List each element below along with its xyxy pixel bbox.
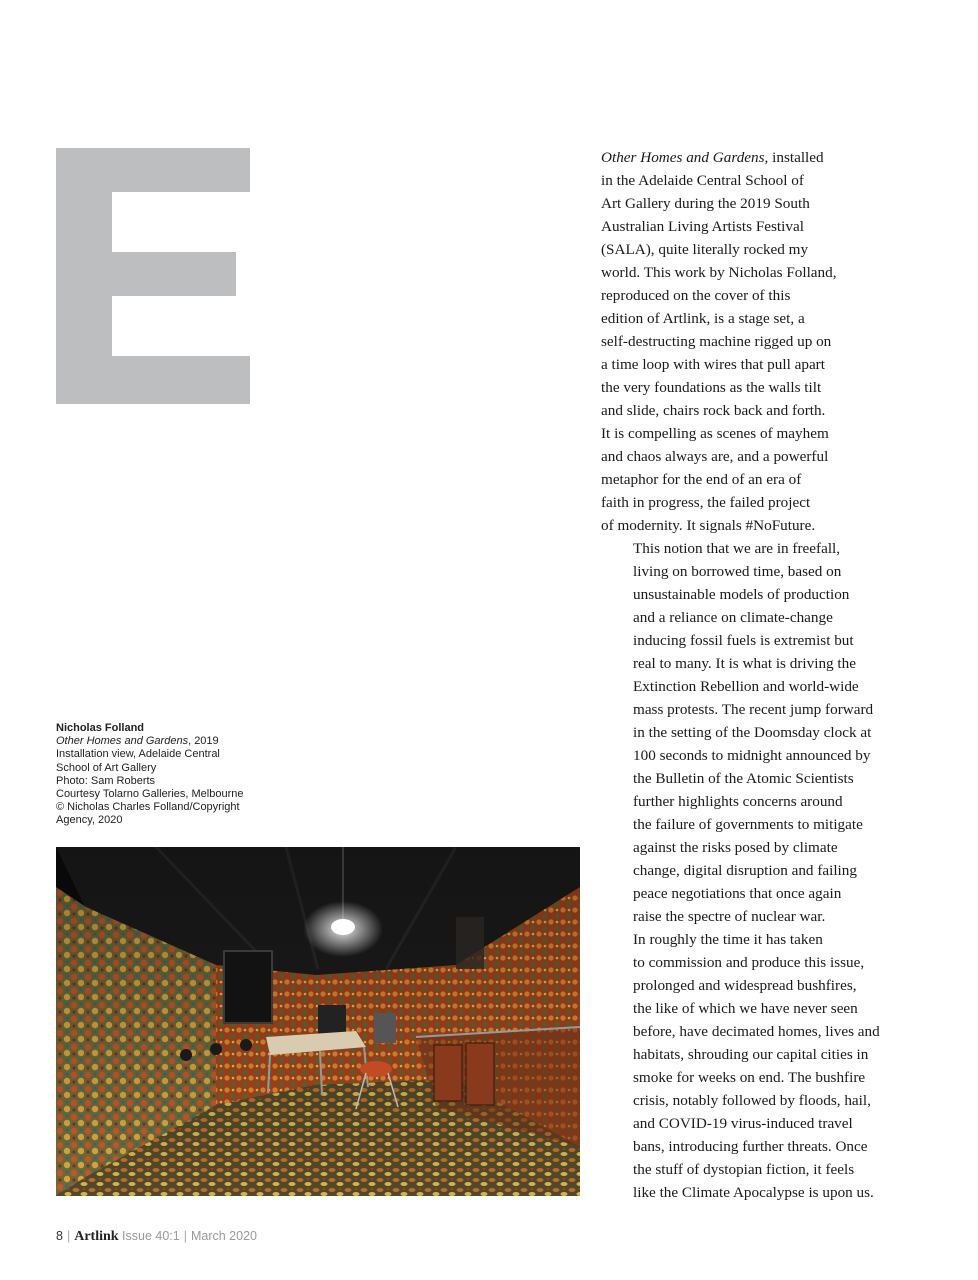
caption-credit-line: School of Art Gallery (56, 761, 157, 774)
article-line (601, 905, 863, 928)
article-line-text: unsustainable models of production (633, 586, 850, 603)
article-line-text: Extinction Rebellion and world-wide (633, 678, 859, 695)
article-line-text: self-destructing machine rigged up on (601, 333, 832, 350)
article-line-text: the very foundations as the walls tilt (601, 379, 822, 396)
caption-artist: Nicholas Folland (56, 722, 145, 734)
article-line-text: and a reliance on climate-change (633, 609, 833, 626)
article-line (601, 652, 863, 675)
caption-credit-line: Installation view, Adelaide Central (56, 748, 220, 761)
article-line (601, 146, 863, 169)
article-line-text: In roughly the time it has taken (633, 931, 823, 948)
article-line-text: before, have decimated homes, lives and (633, 1023, 880, 1040)
article-line-text: a time loop with wires that pull apart (601, 356, 825, 373)
article-line-text: and slide, chairs rock back and forth. (601, 402, 826, 419)
article-line-text: the like of which we have never seen (633, 1000, 858, 1017)
article-line-text: the Bulletin of the Atomic Scientists (633, 770, 854, 787)
article-paragraph (601, 537, 874, 928)
article-line (601, 1066, 866, 1089)
article-line (601, 1089, 871, 1112)
article-line-text: habitats, shrouding our capital cities in (633, 1046, 869, 1063)
article-line (601, 721, 872, 744)
article-line (601, 422, 863, 445)
article-line-text: bans, introducing further threats. Once (633, 1138, 868, 1155)
article-line (601, 284, 863, 307)
dropcap-letter-e (56, 148, 250, 404)
article-line-text: living on borrowed time, based on (633, 563, 842, 580)
photo-caption (56, 722, 296, 828)
caption-year: , 2019 (188, 735, 219, 748)
page-number: 8 (56, 1229, 63, 1243)
caption-credit-line: Courtesy Tolarno Galleries, Melbourne (56, 788, 244, 801)
article-line (601, 606, 863, 629)
article-line (601, 468, 863, 491)
article-line-text: peace negotiations that once again (633, 885, 842, 902)
issue-number: Issue 40:1 (122, 1229, 180, 1243)
article-line-text: mass protests. The recent jump forward (633, 701, 874, 718)
article-line-text: the stuff of dystopian fiction, it feels (633, 1161, 855, 1178)
article-line-text: against the risks posed by climate (633, 839, 838, 856)
article-line-text: reproduced on the cover of this (601, 287, 791, 304)
article-line (601, 836, 863, 859)
article-line-text: This notion that we are in freefall, (633, 540, 841, 557)
article-line-text: like the Climate Apocalypse is upon us. (633, 1184, 874, 1201)
caption-title: Other Homes and Gardens (56, 735, 189, 748)
article-line-text: and COVID-19 virus-induced travel (633, 1115, 853, 1132)
footer-separator: | (66, 1229, 71, 1243)
article-line (601, 307, 863, 330)
article-line (601, 1020, 880, 1043)
article-line-text: It is compelling as scenes of mayhem (601, 425, 829, 442)
article-line (601, 997, 863, 1020)
caption-title-line (56, 735, 296, 748)
artwork-title: Other Homes and Gardens (601, 149, 765, 166)
article-line (601, 445, 863, 468)
footer-separator: | (183, 1229, 187, 1243)
article-line-text: (SALA), quite literally rocked my (601, 241, 809, 258)
article-line-text: the failure of governments to mitigate (633, 816, 863, 833)
article-line (601, 215, 863, 238)
article-line-text: Australian Living Artists Festival (601, 218, 804, 235)
article-line (601, 537, 863, 560)
article-line (601, 1112, 863, 1135)
issue-date: March 2020 (190, 1229, 257, 1243)
article-line (601, 675, 863, 698)
article-line (601, 238, 863, 261)
article-line (601, 514, 863, 537)
article-line-text: in the Adelaide Central School of (601, 172, 804, 189)
article-line-text: in the setting of the Doomsday clock at (633, 724, 872, 741)
article-line-text: 100 seconds to midnight announced by (633, 747, 871, 764)
article-line-text: and chaos always are, and a powerful (601, 448, 829, 465)
article-line (601, 744, 871, 767)
article-line (601, 767, 863, 790)
magazine-name: Artlink (74, 1229, 119, 1244)
article-line (601, 399, 863, 422)
article-line-text: change, digital disruption and failing (633, 862, 857, 879)
article-line-text: Art Gallery during the 2019 South (601, 195, 810, 212)
article-line (601, 629, 863, 652)
installation-photo-art (56, 847, 580, 1196)
article-line-text: to commission and produce this issue, (633, 954, 865, 971)
article-line-text: inducing fossil fuels is extremist but (633, 632, 854, 649)
article-line (601, 1181, 874, 1204)
article-line-text: faith in progress, the failed project (601, 494, 811, 511)
article-line-text: real to many. It is what is driving the (633, 655, 856, 672)
article-line (601, 698, 874, 721)
article-line (601, 376, 863, 399)
article-line-text: edition of Artlink, is a stage set, a (601, 310, 805, 327)
article-line (601, 261, 863, 284)
caption-credit-line: Agency, 2020 (56, 814, 123, 827)
article-line (601, 859, 863, 882)
article-line (601, 1158, 863, 1181)
article-line (601, 1043, 869, 1066)
caption-credit-line: © Nicholas Charles Folland/Copyright (56, 801, 240, 814)
article-line (601, 813, 863, 836)
article-paragraph (601, 928, 880, 1204)
article-line (601, 560, 863, 583)
article-line-text: further highlights concerns around (633, 793, 843, 810)
article-line (601, 353, 863, 376)
article-line-text: , installed (764, 149, 824, 166)
article-line (601, 330, 863, 353)
article-paragraph (601, 146, 863, 537)
article-line (601, 951, 863, 974)
caption-credit-line: Photo: Sam Roberts (56, 774, 156, 787)
article-line-text: prolonged and widespread bushfires, (633, 977, 857, 994)
article-line (601, 974, 863, 997)
article-line-text: smoke for weeks on end. The bushfire (633, 1069, 866, 1086)
article-line (601, 583, 863, 606)
article-line (601, 882, 863, 905)
installation-photo (56, 847, 580, 1196)
article-line (601, 491, 863, 514)
page-footer (56, 1229, 257, 1245)
article-body (601, 146, 880, 1204)
article-line-text: world. This work by Nicholas Folland, (601, 264, 837, 281)
article-line-text: metaphor for the end of an era of (601, 471, 802, 488)
article-line-text: raise the spectre of nuclear war. (633, 908, 826, 925)
article-line-text: crisis, notably followed by floods, hail, (633, 1092, 871, 1109)
article-line (601, 790, 863, 813)
article-line (601, 1135, 868, 1158)
article-line-text: of modernity. It signals #NoFuture. (601, 517, 816, 534)
caption-credit-lines (56, 748, 296, 827)
article-line (601, 192, 863, 215)
article-line (601, 169, 863, 192)
article-line (601, 928, 863, 951)
